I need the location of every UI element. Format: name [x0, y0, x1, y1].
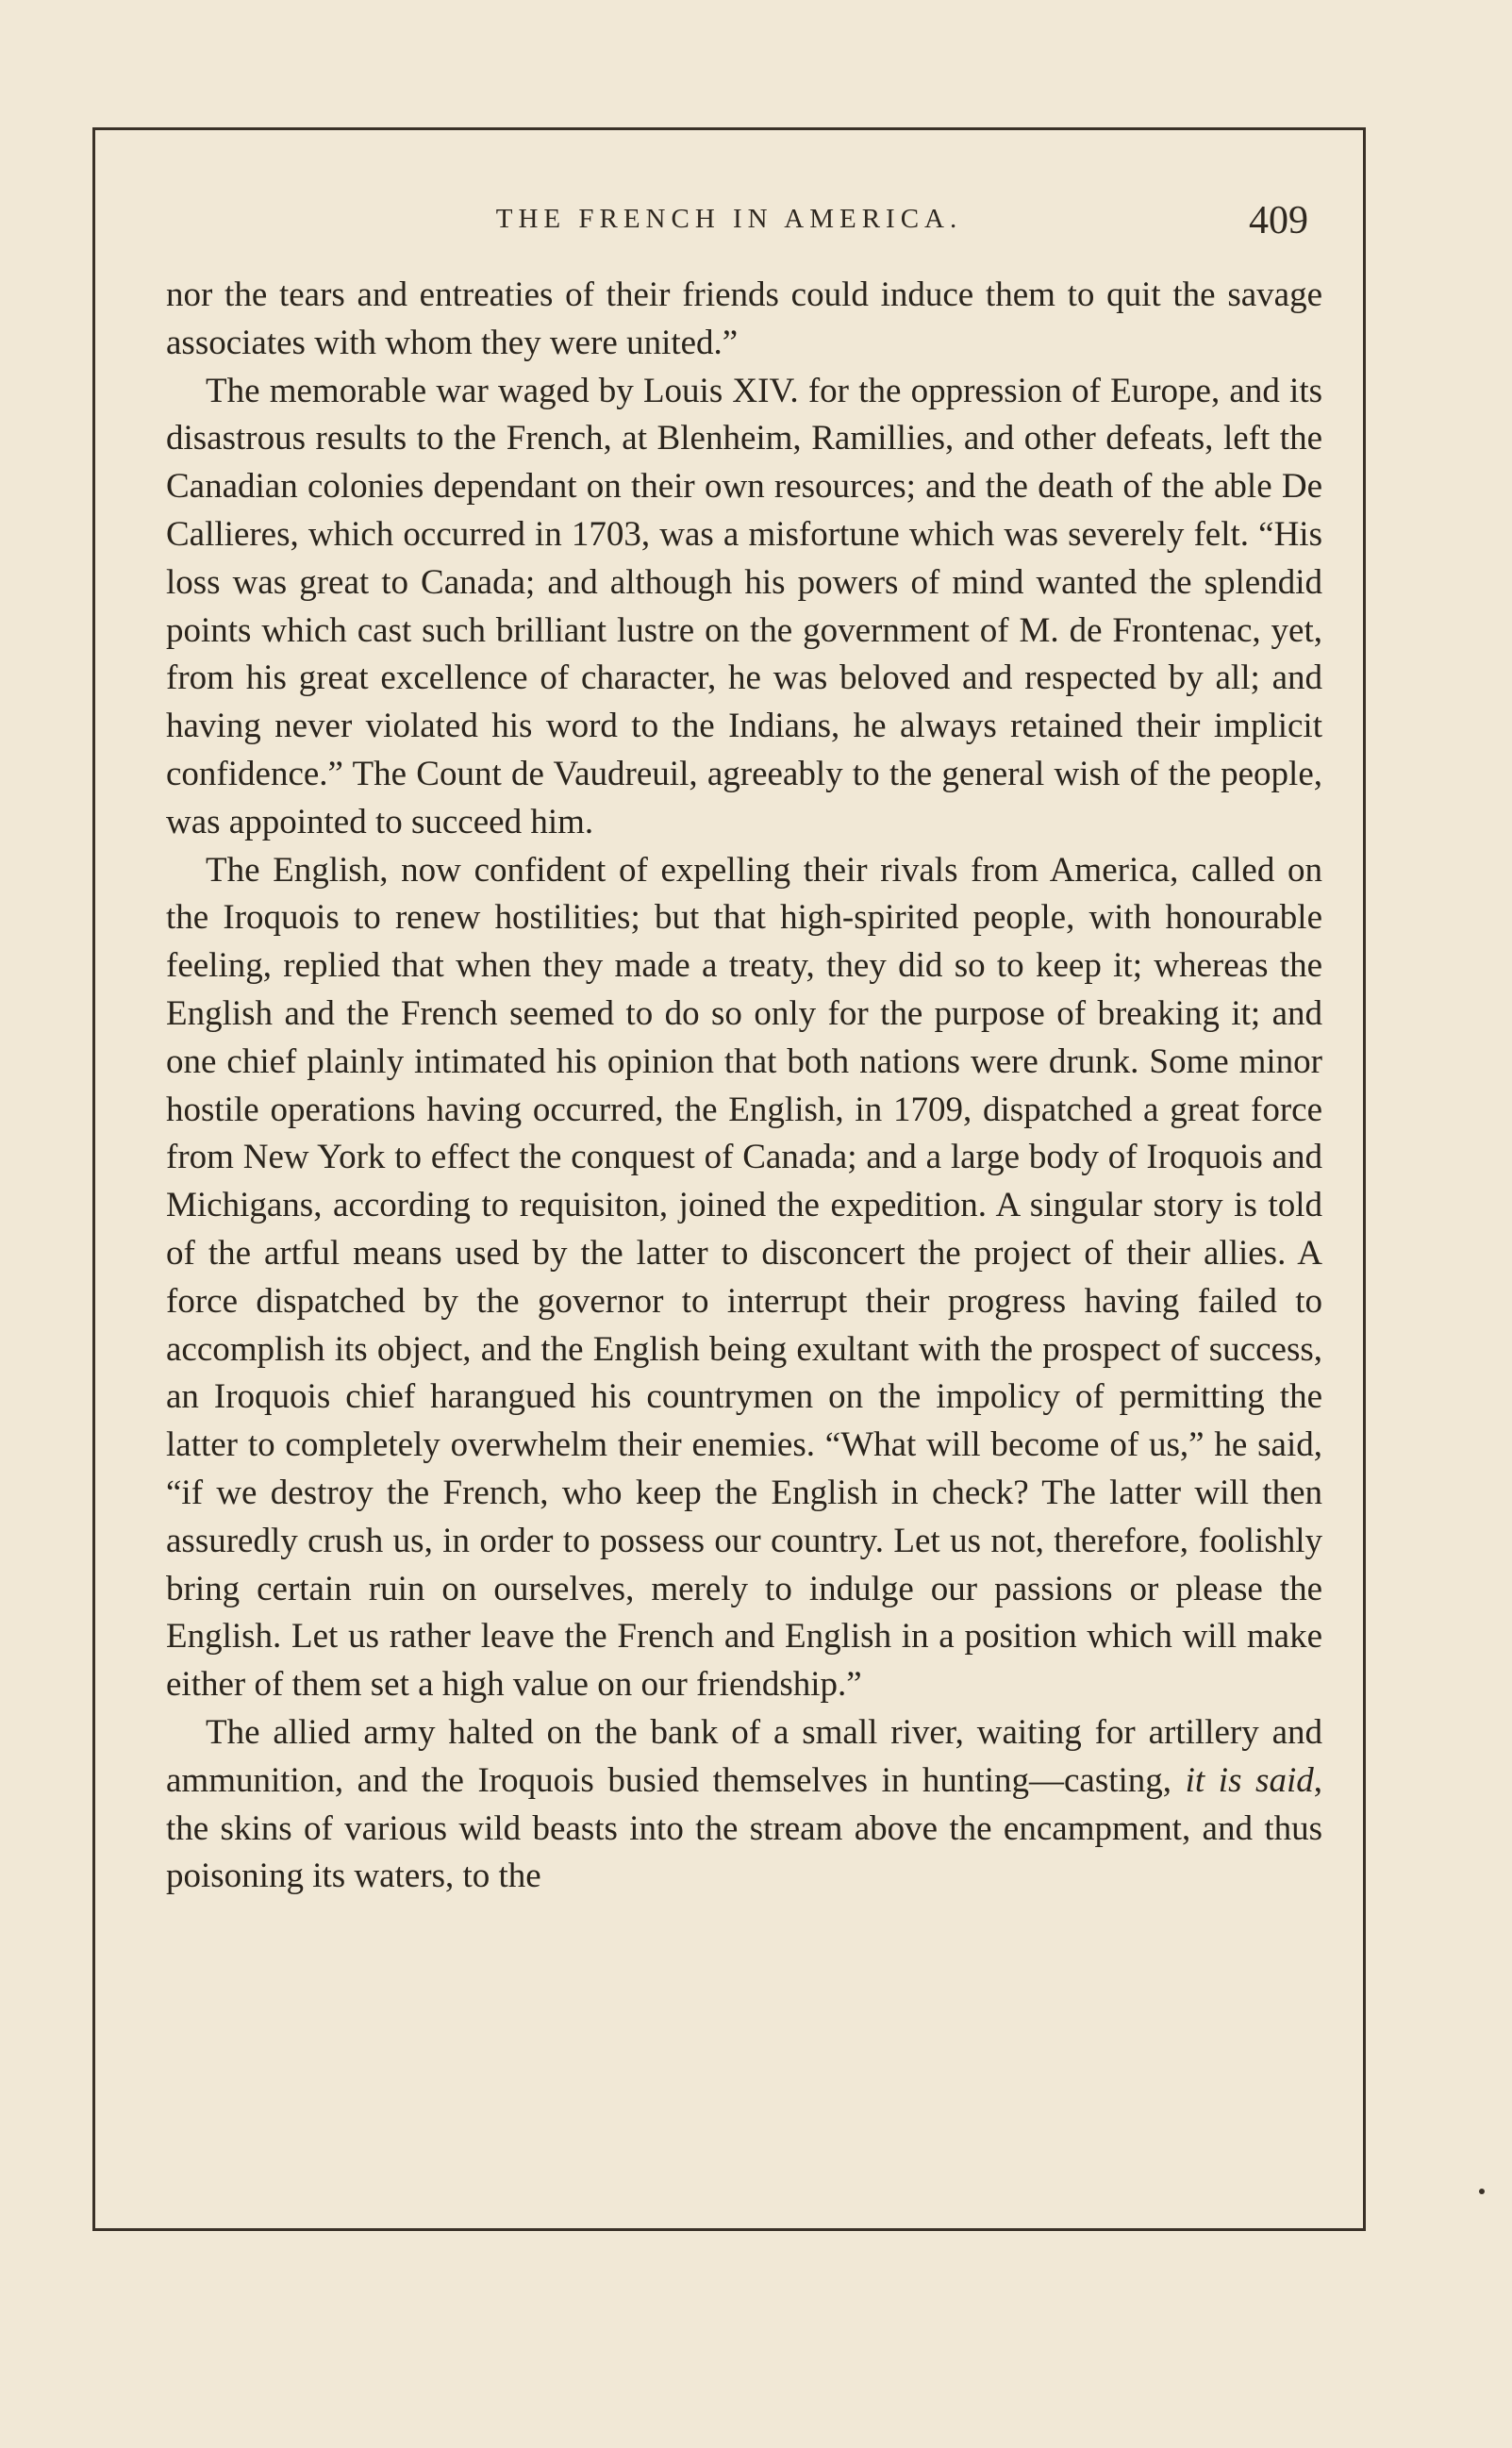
page-speck: [1479, 2189, 1485, 2194]
running-head: THE FRENCH IN AMERICA.: [495, 204, 963, 234]
body-text: [166, 272, 1322, 1901]
paragraph-4-italic: it is said: [1185, 1760, 1314, 1800]
paragraph-4-text-after: , the skins of various wild beasts into the stream above the encampment, and thus poisoning its waters, to the: [166, 1760, 1322, 1896]
page-frame: [92, 127, 1366, 2231]
paragraph-3: The English, now confident of expelling their rivals from America, called on the Iroquois to renew hostilities; but that high-spirited people, with honourable feeling, replied that when they made a treaty, they did so to keep it; whereas the English and the French seemed to do so only for the purpose of breaking it; and one chief plainly intimated his opinion that both nations were drunk. Some minor hostile operations having occurred, the English, in 1709, dispatched a great force from New York to effect the conquest of Canada; and a large body of Iroquois and Michigans, according to requisiton, joined the expedition. A singular story is told of the artful means used by the latter to disconcert the project of their allies. A force dispatched by the governor to interrupt their progress having failed to accomplish its object, and the English being exultant with the prospect of success, an Iroquois chief harangued his countrymen on the impolicy of permitting the latter to completely overwhelm their enemies. “What will become of us,” he said, “if we destroy the French, who keep the English in check? The latter will then assuredly crush us, in order to possess our country. Let us not, therefore, foolishly bring certain ruin on ourselves, merely to indulge our passions or please the English. Let us rather leave the French and English in a position which will make either of them set a high value on our friendship.”: [166, 850, 1322, 1705]
paragraph-4-text-before: The allied army halted on the bank of a small river, waiting for artillery and ammunition, and the Iroquois busied themselves in hunting—casting,: [166, 1712, 1322, 1800]
paragraph-2: The memorable war waged by Louis XIV. for the oppression of Europe, and its disastrous results to the French, at Blenheim, Ramillies, and other defeats, left the Canadian colonies dependant on their own resources; and the death of the able De Callieres, which occurred in 1703, was a misfortune which was severely felt. “His loss was great to Canada; and although his powers of mind wanted the splendid points which cast such brilliant lustre on the government of M. de Frontenac, yet, from his great excellence of character, he was beloved and respected by all; and having never violated his word to the Indians, he always retained their implicit confidence.” The Count de Vaudreuil, agreeably to the general wish of the people, was appointed to succeed him.: [166, 371, 1322, 841]
paragraph-4: [166, 1709, 1322, 1901]
page-header: [95, 198, 1363, 255]
paragraph-1: nor the tears and entreaties of their friends could induce them to quit the savage associates with whom they were united.”: [166, 275, 1322, 362]
page-number: 409: [1249, 199, 1308, 242]
